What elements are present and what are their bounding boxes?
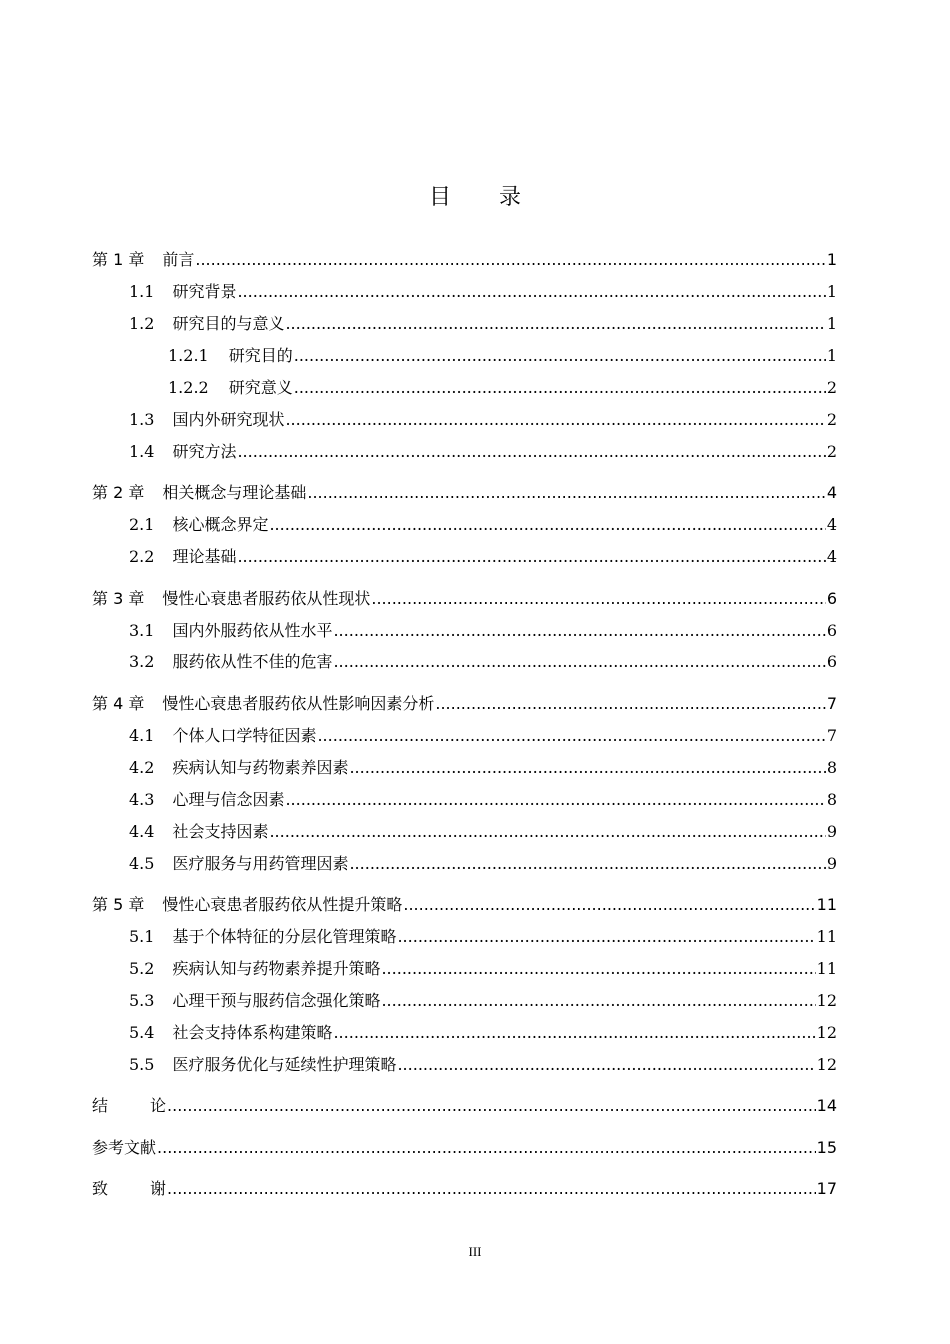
toc-entry-page: 12 (816, 991, 837, 1010)
toc-entry[interactable] (0, 280, 837, 304)
toc-entry-page: 12 (816, 1023, 837, 1042)
toc-entry-page: 1 (826, 314, 837, 333)
toc-leader-dots (349, 852, 825, 876)
toc-entry-page: 9 (826, 822, 837, 841)
toc-entry-page: 4 (826, 483, 837, 502)
toc-entry-number: 1.1 (129, 282, 155, 301)
toc-entry-title: 前言 (162, 250, 195, 269)
toc-entry-title: 疾病认知与药物素养提升策略 (172, 959, 381, 978)
toc-entry-page: 11 (816, 895, 837, 914)
toc-entry-title: 社会支持体系构建策略 (172, 1023, 333, 1042)
toc-entry-page: 1 (826, 250, 837, 269)
toc-entry-title: 理论基础 (172, 547, 237, 566)
toc-entry[interactable] (0, 312, 837, 336)
toc-entry-title: 研究目的与意义 (172, 314, 285, 333)
toc-leader-dots (333, 1021, 815, 1045)
toc-entry[interactable] (0, 587, 837, 611)
toc-entry-number: 4.2 (129, 758, 155, 777)
toc-entry[interactable] (0, 376, 837, 400)
toc-entry-number: 2.1 (129, 515, 155, 534)
toc-leader-dots (307, 481, 825, 505)
toc-entry[interactable] (0, 756, 837, 780)
toc-entry-page: 17 (816, 1179, 837, 1198)
page-number: III (468, 1244, 482, 1259)
toc-entry-page: 2 (826, 378, 837, 397)
toc-entry-number: 2.2 (129, 547, 155, 566)
toc-entry-number: 3.1 (129, 621, 155, 640)
toc-entry-title: 研究背景 (172, 282, 237, 301)
toc-entry-number: 1.3 (129, 410, 155, 429)
toc-entry-title: 研究方法 (172, 442, 237, 461)
toc-entry-page: 11 (816, 959, 837, 978)
toc-entry[interactable] (0, 408, 837, 432)
toc-leader-dots (294, 376, 826, 400)
toc-entry[interactable] (0, 724, 837, 748)
toc-entry-number: 4.1 (129, 726, 155, 745)
toc-entry[interactable] (0, 788, 837, 812)
toc-leader-dots (317, 724, 825, 748)
toc-leader-dots (397, 925, 815, 949)
toc-entry-page: 7 (826, 726, 837, 745)
toc-entry-title: 医疗服务优化与延续性护理策略 (172, 1055, 397, 1074)
toc-entry-title: 慢性心衰患者服药依从性影响因素分析 (162, 694, 435, 713)
toc-entry[interactable] (0, 989, 837, 1013)
toc-entry-title-char: 致 (92, 1179, 109, 1198)
toc-entry-number: 5.1 (129, 927, 155, 946)
toc-entry-page: 9 (826, 854, 837, 873)
toc-leader-dots (403, 893, 815, 917)
toc-entry-number: 第 4 章 (92, 694, 145, 713)
toc-entry[interactable] (0, 481, 837, 505)
toc-entry-page: 8 (826, 790, 837, 809)
toc-entry-title: 服药依从性不佳的危害 (172, 652, 333, 671)
toc-entry-title: 医疗服务与用药管理因素 (172, 854, 349, 873)
toc-leader-dots (195, 248, 825, 272)
toc-entry-title: 核心概念界定 (172, 515, 269, 534)
toc-entry-number: 4.3 (129, 790, 155, 809)
toc-entry[interactable] (0, 1136, 837, 1160)
toc-entry-number: 5.4 (129, 1023, 155, 1042)
toc-entry-page: 7 (826, 694, 837, 713)
toc-leader-dots (381, 957, 815, 981)
toc-entry-page: 4 (826, 515, 837, 534)
toc-entry-title: 国内外研究现状 (172, 410, 285, 429)
toc-entry[interactable] (0, 692, 837, 716)
toc-entry-title: 相关概念与理论基础 (162, 483, 307, 502)
toc-leader-dots (371, 587, 825, 611)
toc-entry-number: 1.4 (129, 442, 155, 461)
toc-entry-title (92, 1094, 166, 1118)
toc-entry-page: 1 (826, 282, 837, 301)
toc-entry-title: 基于个体特征的分层化管理策略 (172, 927, 397, 946)
toc-entry-title (92, 1177, 166, 1201)
toc-entry-page: 2 (826, 410, 837, 429)
toc-entry[interactable] (0, 619, 837, 643)
toc-entry-page: 6 (826, 652, 837, 671)
toc-leader-dots (157, 1136, 816, 1160)
toc-leader-dots (269, 513, 825, 537)
toc-entry-title: 慢性心衰患者服药依从性提升策略 (162, 895, 403, 914)
title-char-1: 目 (428, 185, 451, 210)
toc-entry-title: 慢性心衰患者服药依从性现状 (162, 589, 371, 608)
toc-entry[interactable] (0, 957, 837, 981)
toc-entry-number: 1.2.1 (168, 346, 209, 365)
toc-entry-title: 疾病认知与药物素养因素 (172, 758, 349, 777)
toc-entry-number: 第 5 章 (92, 895, 145, 914)
toc-entry[interactable] (0, 650, 837, 674)
toc-entry-page: 6 (826, 589, 837, 608)
toc-entry-page: 8 (826, 758, 837, 777)
toc-leader-dots (167, 1177, 816, 1201)
toc-leader-dots (285, 788, 825, 812)
toc-entry-page: 4 (826, 547, 837, 566)
toc-entry-number: 5.5 (129, 1055, 155, 1074)
toc-entry-page: 14 (816, 1096, 837, 1115)
toc-entry[interactable] (0, 1053, 837, 1077)
toc-entry-page: 11 (816, 927, 837, 946)
toc-entry[interactable] (0, 925, 837, 949)
toc-entry-title: 个体人口学特征因素 (172, 726, 317, 745)
toc-leader-dots (269, 820, 825, 844)
toc-leader-dots (435, 692, 825, 716)
toc-entry-number: 第 2 章 (92, 483, 145, 502)
toc-entry-page: 2 (826, 442, 837, 461)
toc-entry[interactable] (0, 820, 837, 844)
toc-leader-dots (397, 1053, 815, 1077)
toc-entry[interactable] (0, 440, 837, 464)
toc-entry-number: 3.2 (129, 652, 155, 671)
toc-leader-dots (285, 312, 825, 336)
toc-leader-dots (294, 344, 826, 368)
toc-leader-dots (285, 408, 825, 432)
toc-entry[interactable] (0, 852, 837, 876)
toc-entry-number: 第 3 章 (92, 589, 145, 608)
page-title (0, 180, 950, 211)
toc-entry-title-char: 论 (150, 1096, 167, 1115)
toc-entry-number: 1.2.2 (168, 378, 209, 397)
toc-entry-title-char: 结 (92, 1096, 109, 1115)
toc-entry-title: 参考文献 (92, 1138, 157, 1157)
toc-entry-page: 12 (816, 1055, 837, 1074)
toc-entry[interactable] (0, 1094, 837, 1118)
toc-leader-dots (333, 619, 825, 643)
toc-leader-dots (167, 1094, 816, 1118)
toc-entry[interactable] (0, 344, 837, 368)
toc-leader-dots (237, 545, 825, 569)
title-char-2: 录 (499, 185, 522, 210)
toc-entry-title: 国内外服药依从性水平 (172, 621, 333, 640)
toc-entry[interactable] (0, 545, 837, 569)
toc-entry[interactable] (0, 893, 837, 917)
toc-entry[interactable] (0, 248, 837, 272)
toc-leader-dots (349, 756, 825, 780)
toc-entry-page: 15 (816, 1138, 837, 1157)
toc-leader-dots (333, 650, 825, 674)
toc-entry-title-char: 谢 (150, 1179, 167, 1198)
toc-entry-number: 5.2 (129, 959, 155, 978)
toc-leader-dots (381, 989, 815, 1013)
toc-entry-page: 6 (826, 621, 837, 640)
toc-entry[interactable] (0, 513, 837, 537)
toc-entry-number: 1.2 (129, 314, 155, 333)
toc-entry-number: 4.4 (129, 822, 155, 841)
toc-entry-title: 研究目的 (228, 346, 293, 365)
toc-entry-title: 心理与信念因素 (172, 790, 285, 809)
toc-entry-page: 1 (826, 346, 837, 365)
toc-entry-title: 社会支持因素 (172, 822, 269, 841)
toc-entry-number: 第 1 章 (92, 250, 145, 269)
toc-leader-dots (237, 280, 825, 304)
toc-leader-dots (237, 440, 825, 464)
toc-entry-title: 研究意义 (228, 378, 293, 397)
toc-entry-number: 4.5 (129, 854, 155, 873)
toc-entry[interactable] (0, 1177, 837, 1201)
toc-entry[interactable] (0, 1021, 837, 1045)
toc-entry-title: 心理干预与服药信念强化策略 (172, 991, 381, 1010)
toc-entry-number: 5.3 (129, 991, 155, 1010)
